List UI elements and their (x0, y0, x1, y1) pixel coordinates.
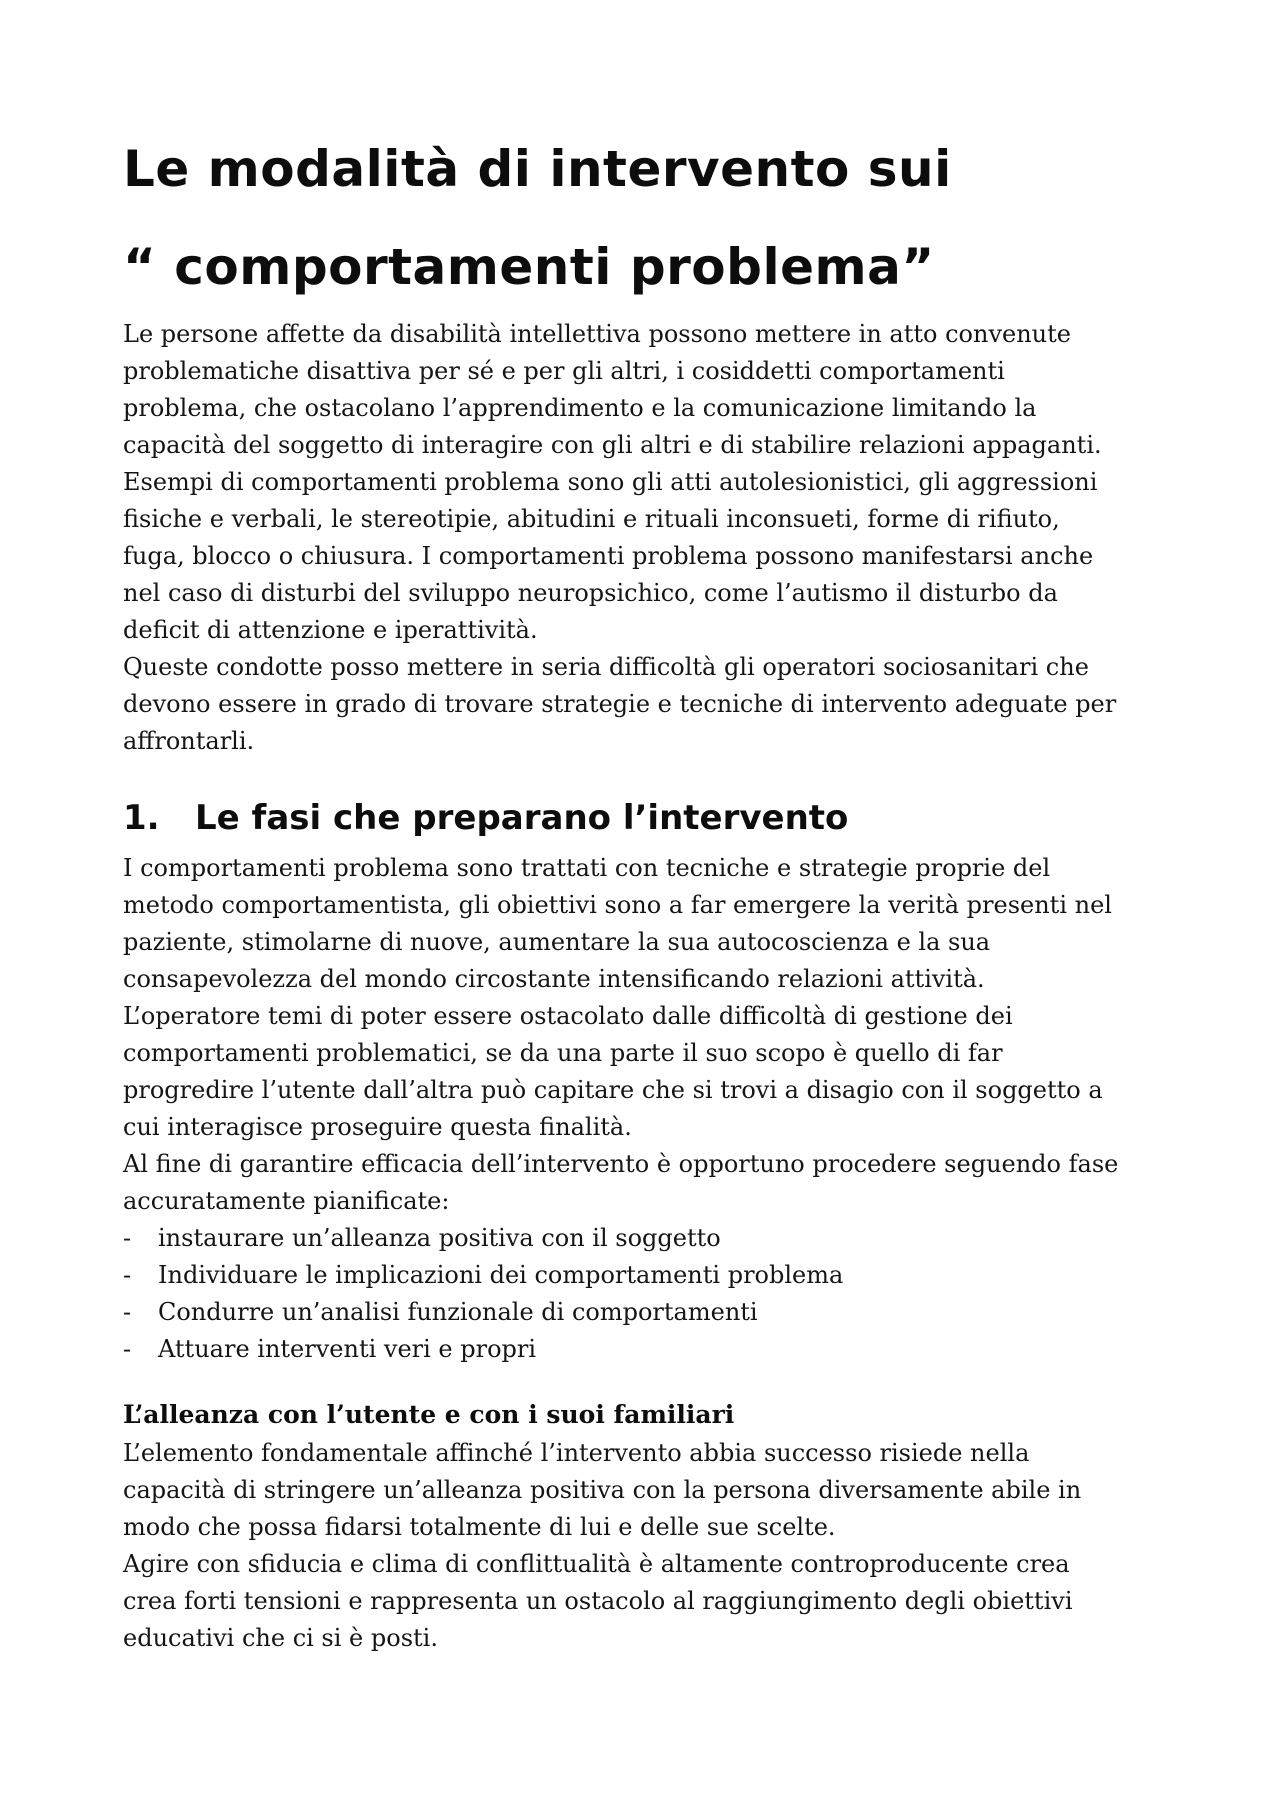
dash-bullet: - (123, 1261, 132, 1289)
text-line: progredire l’utente dall’altra può capitare che si trovi a disagio con il soggetto a (123, 1076, 1103, 1104)
text-line: educativi che ci si è posti. (123, 1624, 438, 1652)
text-line: Esempi di comportamenti problema sono gli atti autolesionistici, gli aggressioni (123, 468, 1098, 496)
text-line: devono essere in grado di trovare strategie e tecniche di intervento adeguate per (123, 690, 1117, 718)
text-line: problematiche disattiva per sé e per gli altri, i cosiddetti comportamenti (123, 357, 1005, 385)
list-item (123, 1257, 1163, 1294)
text-line: fisiche e verbali, le stereotipie, abitudini e rituali inconsueti, forme di rifiuto, (123, 505, 1060, 533)
title-line-2: “ comportamenti problema” (123, 238, 935, 296)
intro-paragraph (123, 316, 1163, 760)
text-line: nel caso di disturbi del sviluppo neuropsichico, come l’autismo il disturbo da (123, 579, 1058, 607)
section-number: 1. (123, 798, 160, 838)
text-line: capacità del soggetto di interagire con gli altri e di stabilire relazioni appaganti. (123, 431, 1102, 459)
section-title: Le fasi che preparano l’intervento (195, 798, 849, 838)
phases-list (123, 1220, 1163, 1368)
text-line: capacità di stringere un’alleanza positiva con la persona diversamente abile in (123, 1476, 1082, 1504)
text-line: I comportamenti problema sono trattati con tecniche e strategie proprie del (123, 854, 1051, 882)
text-line: paziente, stimolarne di nuove, aumentare la sua autocoscienza e la sua (123, 928, 991, 956)
section-1-paragraph (123, 850, 1163, 1220)
text-line: accuratamente pianificate: (123, 1187, 450, 1215)
text-line: problema, che ostacolano l’apprendimento e la comunicazione limitando la (123, 394, 1037, 422)
text-line: comportamenti problematici, se da una parte il suo scopo è quello di far (123, 1039, 1003, 1067)
list-item-text: Individuare le implicazioni dei comportamenti problema (158, 1261, 844, 1289)
text-line: Al fine di garantire efficacia dell’intervento è opportuno procedere seguendo fase (123, 1150, 1119, 1178)
text-line: fuga, blocco o chiusura. I comportamenti problema possono manifestarsi anche (123, 542, 1094, 570)
text-line: metodo comportamentista, gli obiettivi sono a far emergere la verità presenti nel (123, 891, 1112, 919)
list-item-text: Condurre un’analisi funzionale di comportamenti (158, 1298, 758, 1326)
title-line-1: Le modalità di intervento sui (123, 140, 952, 198)
subsection-heading: L’alleanza con l’utente e con i suoi familiari (123, 1400, 735, 1429)
text-line: crea forti tensioni e rappresenta un ostacolo al raggiungimento degli obiettivi (123, 1587, 1073, 1615)
dash-bullet: - (123, 1335, 132, 1363)
text-line: cui interagisce proseguire questa finalità. (123, 1113, 632, 1141)
list-item (123, 1294, 1163, 1331)
document-content (123, 120, 1163, 1657)
page-title (123, 120, 1163, 316)
dash-bullet: - (123, 1298, 132, 1326)
text-line: modo che possa fidarsi totalmente di lui e delle sue scelte. (123, 1513, 836, 1541)
section-heading-1 (123, 796, 1163, 840)
list-item (123, 1220, 1163, 1257)
text-line: consapevolezza del mondo circostante intensificando relazioni attività. (123, 965, 985, 993)
dash-bullet: - (123, 1224, 132, 1252)
text-line: Agire con sfiducia e clima di conflittualità è altamente controproducente crea (123, 1550, 1070, 1578)
text-line: affrontarli. (123, 727, 255, 755)
text-line: L’elemento fondamentale affinché l’intervento abbia successo risiede nella (123, 1439, 1030, 1467)
text-line: Queste condotte posso mettere in seria difficoltà gli operatori sociosanitari che (123, 653, 1089, 681)
list-item (123, 1331, 1163, 1368)
text-line: deficit di attenzione e iperattività. (123, 616, 538, 644)
subsection-paragraph (123, 1435, 1163, 1657)
text-line: Le persone affette da disabilità intellettiva possono mettere in atto convenute (123, 320, 1071, 348)
list-item-text: instaurare un’alleanza positiva con il soggetto (158, 1224, 721, 1252)
list-item-text: Attuare interventi veri e propri (158, 1335, 537, 1363)
text-line: L’operatore temi di poter essere ostacolato dalle difficoltà di gestione dei (123, 1002, 1013, 1030)
